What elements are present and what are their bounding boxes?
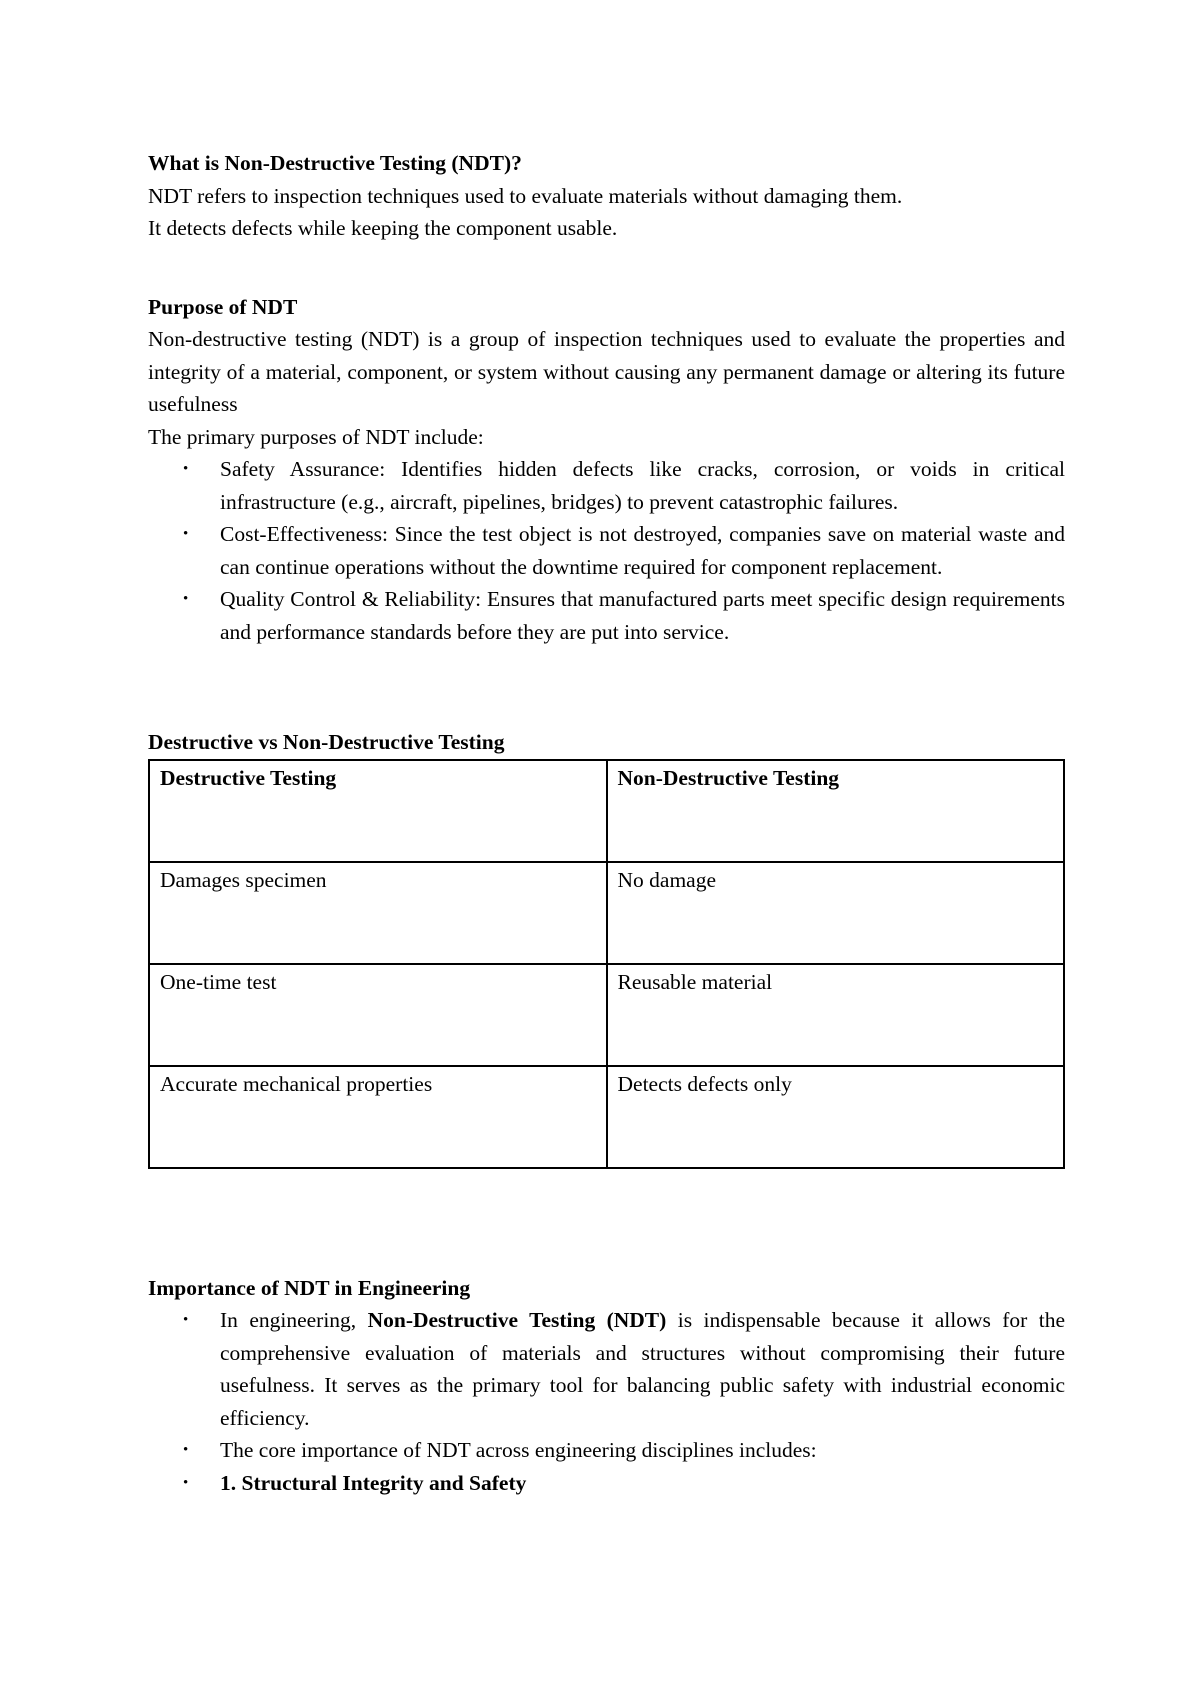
table-cell: Accurate mechanical properties xyxy=(149,1066,607,1168)
item-label: Safety Assurance: xyxy=(220,457,386,481)
section-importance xyxy=(148,1272,1065,1500)
bullet-icon: • xyxy=(183,1312,189,1328)
purpose-intro: The primary purposes of NDT include: xyxy=(148,424,484,449)
item-label: Quality Control & Reliability: xyxy=(220,587,482,611)
item-text: Identifies hidden defects like cracks, corrosion, or voids in critical infrastructure (e.g., aircraft, pipelines, bridges) to prevent catastrophic failures. xyxy=(220,457,1065,514)
table-row xyxy=(149,1066,1064,1168)
definition-line-2: It detects defects while keeping the component usable. xyxy=(148,216,618,240)
table-cell: Damages specimen xyxy=(149,862,607,964)
bullet-icon: • xyxy=(183,1442,189,1458)
bullet-icon: • xyxy=(183,1474,189,1491)
item-text-post: is indispensable because it allows for the comprehensive evaluation of materials and structures without compromising their future usefulness. It serves as the primary tool for balancing public safety with industrial economic efficiency. xyxy=(220,1308,1065,1430)
heading-importance: Importance of NDT in Engineering xyxy=(148,1275,471,1300)
importance-list xyxy=(148,1304,1065,1499)
table-cell: Detects defects only xyxy=(607,1066,1065,1168)
table-cell: One-time test xyxy=(149,964,607,1066)
item-text: Since the test object is not destroyed, companies save on material waste and can continue operations without the downtime required for component replacement. xyxy=(220,522,1065,579)
item-text: Ensures that manufactured parts meet specific design requirements and performance standards before they are put into service. xyxy=(220,587,1065,644)
section-purpose xyxy=(148,291,1065,649)
item-subheading: 1. Structural Integrity and Safety xyxy=(220,1470,527,1495)
table-row xyxy=(149,862,1064,964)
heading-purpose: Purpose of NDT xyxy=(148,294,298,319)
list-item xyxy=(148,1467,1065,1500)
item-term: Non-Destructive Testing (NDT) xyxy=(367,1308,667,1332)
comparison-table xyxy=(148,759,1065,1169)
list-item xyxy=(148,518,1065,583)
definition-line-1: NDT refers to inspection techniques used to evaluate materials without damaging them. xyxy=(148,183,903,208)
list-item xyxy=(148,1434,1065,1467)
column-header: Non-Destructive Testing xyxy=(607,760,1065,862)
purpose-list xyxy=(148,453,1065,648)
section-comparison xyxy=(148,726,1065,1169)
item-text: The core importance of NDT across engineering disciplines includes: xyxy=(220,1438,817,1462)
heading-what-is-ndt: What is Non-Destructive Testing (NDT)? xyxy=(148,151,522,175)
column-header: Destructive Testing xyxy=(149,760,607,862)
item-text-pre: In engineering, xyxy=(220,1308,368,1332)
bullet-icon: • xyxy=(183,526,189,542)
list-item xyxy=(148,1304,1065,1434)
bullet-icon: • xyxy=(183,461,189,477)
table-header-row xyxy=(149,760,1064,862)
bullet-icon: • xyxy=(183,591,189,607)
purpose-paragraph: Non-destructive testing (NDT) is a group of inspection techniques used to evaluate the properties and integrity of a material, component, or system without causing any permanent damage or altering its future usefulness xyxy=(148,327,1065,416)
section-what-is-ndt xyxy=(148,147,1065,245)
table-cell: Reusable material xyxy=(607,964,1065,1066)
item-label: Cost-Effectiveness: xyxy=(220,522,388,546)
list-item xyxy=(148,453,1065,518)
heading-comparison: Destructive vs Non-Destructive Testing xyxy=(148,730,505,754)
table-cell: No damage xyxy=(607,862,1065,964)
list-item xyxy=(148,583,1065,648)
table-row xyxy=(149,964,1064,1066)
